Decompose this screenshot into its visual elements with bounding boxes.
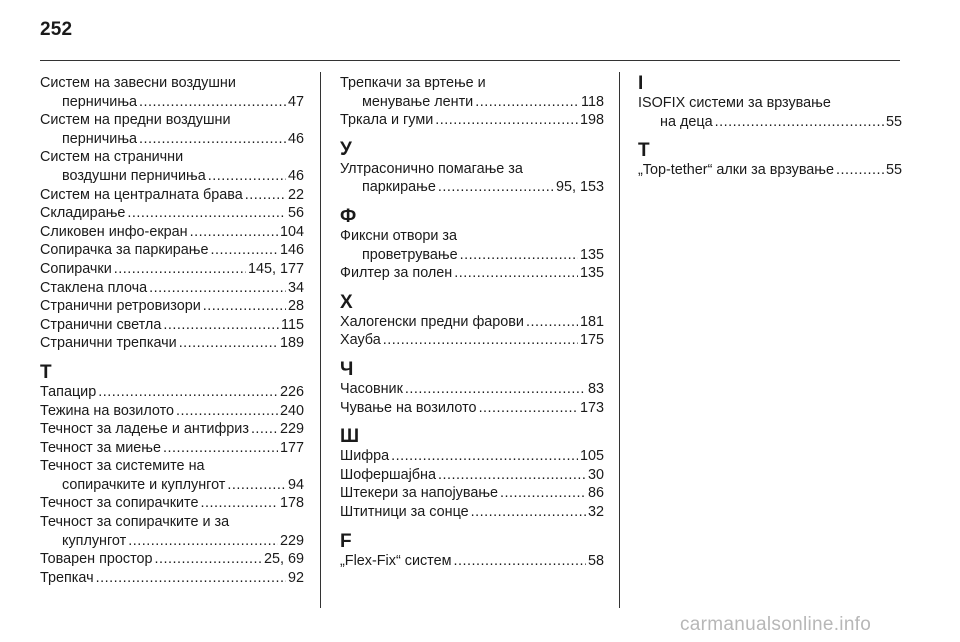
index-entry[interactable] (340, 503, 604, 522)
dot-leader (155, 550, 262, 569)
index-letter-heading: Ч (340, 358, 354, 380)
index-entry-page: 175 (579, 332, 604, 349)
index-entry-page: 181 (579, 313, 604, 330)
index-entry-page: 58 (587, 552, 604, 569)
dot-leader (383, 331, 578, 350)
dot-leader (98, 383, 278, 402)
dot-leader (227, 476, 286, 495)
header-rule (40, 60, 900, 61)
dot-leader (500, 484, 586, 503)
index-entry-term: Шофершајбна (340, 466, 436, 483)
index-entry[interactable] (40, 74, 304, 111)
index-entry-page: 240 (279, 402, 304, 419)
dot-leader (435, 111, 578, 130)
index-entry[interactable] (40, 186, 304, 205)
dot-leader (715, 113, 884, 132)
index-entry-page: 22 (287, 186, 304, 203)
dot-leader (438, 178, 554, 197)
index-entry-term: Тежина на возилото (40, 402, 175, 419)
index-entry-term-continued: на деца (660, 113, 713, 130)
index-entry-term-continued: перничиња (62, 93, 138, 110)
dot-leader (139, 130, 286, 149)
index-entry[interactable] (40, 148, 304, 185)
index-entry-term: Систем на завесни воздушни (40, 75, 236, 91)
index-entry-page: 34 (287, 279, 304, 296)
index-entry-page: 46 (287, 130, 304, 147)
dot-leader (163, 439, 278, 458)
index-entry-page: 229 (279, 532, 304, 549)
index-entry[interactable] (638, 94, 902, 131)
index-letter-heading: F (340, 530, 352, 552)
index-entry[interactable] (40, 513, 304, 550)
index-entry[interactable] (40, 402, 304, 421)
index-entry-term-continued: сопирачките и куплунгот (62, 476, 226, 493)
index-entry[interactable] (40, 420, 304, 439)
dot-leader (201, 494, 278, 513)
index-entry-page: 83 (587, 380, 604, 397)
dot-leader (438, 466, 586, 485)
dot-leader (114, 260, 246, 279)
dot-leader (179, 334, 278, 353)
index-entry-term-continued: куплунгот (62, 532, 127, 549)
index-entry-page: 32 (587, 503, 604, 520)
index-entry-page: 25, 69 (263, 551, 304, 568)
index-entry-term: Чување на возилото (340, 399, 477, 416)
index-entry[interactable] (40, 316, 304, 335)
index-entry-term: ISOFIX системи за врзување (638, 95, 831, 111)
index-entry[interactable] (40, 439, 304, 458)
index-entry-term: Хауба (340, 332, 381, 349)
index-entry-term: Странични ретровизори (40, 298, 201, 315)
index-entry[interactable] (340, 380, 604, 399)
index-entry[interactable] (340, 264, 604, 283)
index-letter-heading: У (340, 138, 352, 160)
index-entry[interactable] (340, 331, 604, 350)
index-entry-term: Штитници за сонце (340, 503, 469, 520)
index-entry-term: Сопирачки (40, 260, 112, 277)
index-entry-page: 173 (579, 399, 604, 416)
index-entry-page: 56 (287, 205, 304, 222)
dot-leader (96, 569, 286, 588)
index-column-2 (340, 74, 604, 570)
index-entry-term-continued: паркирање (362, 179, 436, 196)
index-entry-page: 47 (287, 93, 304, 110)
index-entry[interactable] (340, 74, 604, 111)
index-entry-page: 86 (587, 485, 604, 502)
dot-leader (479, 399, 578, 418)
index-entry-page: 30 (587, 466, 604, 483)
index-entry-term: „Flex-Fix“ систем (340, 552, 452, 569)
index-entry[interactable] (340, 399, 604, 418)
index-entry-term: Тапацир (40, 383, 97, 400)
index-entry-term: Сопирачка за паркирање (40, 242, 209, 259)
index-letter-heading: T (638, 140, 650, 162)
index-entry-term: Шифра (340, 448, 390, 465)
dot-leader (190, 223, 278, 242)
index-entry[interactable] (340, 466, 604, 485)
dot-leader (128, 532, 278, 551)
column-divider (320, 72, 321, 608)
index-entry-term-continued: перничиња (62, 130, 138, 147)
index-entry-term: Странични трепкачи (40, 335, 177, 352)
index-entry-term: Течност за ладење и антифриз (40, 421, 249, 438)
dot-leader (454, 264, 578, 283)
index-entry-page: 92 (287, 569, 304, 586)
index-entry-page: 104 (279, 223, 304, 240)
dot-leader (471, 503, 586, 522)
index-entry[interactable] (40, 279, 304, 298)
dot-leader (475, 93, 579, 112)
index-entry[interactable] (40, 494, 304, 513)
index-letter-heading: Ш (340, 426, 360, 448)
index-entry-term: Течност за системите на (40, 458, 205, 475)
index-entry-page: 135 (579, 246, 604, 263)
index-entry-page: 198 (579, 112, 604, 129)
index-entry-term-continued: воздушни перничиња (62, 167, 206, 184)
index-entry-page: 135 (579, 265, 604, 282)
index-entry-page: 105 (579, 448, 604, 465)
index-entry-term: Фиксни отвори за (340, 227, 458, 244)
index-entry-page: 145, 177 (247, 260, 304, 277)
index-entry-term: Товарен простор (40, 551, 153, 568)
dot-leader (149, 279, 286, 298)
index-entry[interactable] (40, 334, 304, 353)
index-entry-page: 118 (581, 93, 604, 110)
index-entry-page: 46 (287, 167, 304, 184)
index-entry-term: Систем на предни воздушни (40, 112, 231, 129)
dot-leader (391, 447, 578, 466)
index-entry-term: Штекери за напојување (340, 485, 499, 502)
dot-leader (460, 246, 578, 265)
index-entry-term: Стаклена плоча (40, 279, 148, 296)
index-column-1 (40, 74, 304, 587)
index-entry-term: Сликовен инфо-екран (40, 223, 188, 240)
index-entry-page: 94 (287, 476, 304, 493)
index-entry-term: Часовник (340, 380, 403, 397)
index-entry[interactable] (340, 313, 604, 332)
index-entry-term: Систем на централната брава (40, 186, 243, 203)
index-entry[interactable] (40, 569, 304, 588)
index-entry-term-continued: менување ленти (362, 93, 474, 110)
index-entry-page: 115 (281, 316, 304, 333)
index-entry-term: Филтер за полен (340, 265, 453, 282)
index-entry-page: 229 (279, 421, 304, 438)
index-entry[interactable] (40, 457, 304, 494)
index-entry-page: 95, 153 (555, 179, 604, 196)
dot-leader (526, 313, 578, 332)
index-entry[interactable] (40, 260, 304, 279)
index-entry[interactable] (40, 383, 304, 402)
index-entry-term: Халогенски предни фарови (340, 313, 524, 330)
index-entry-page: 178 (279, 495, 304, 512)
index-entry[interactable] (40, 297, 304, 316)
index-entry-page: 55 (885, 162, 902, 179)
index-entry[interactable] (40, 111, 304, 148)
dot-leader (210, 241, 278, 260)
index-letter-heading: Х (340, 291, 353, 313)
watermark: carmanualsonline.info (680, 614, 872, 635)
index-entry[interactable] (40, 204, 304, 223)
dot-leader (208, 167, 286, 186)
index-entry-page: 177 (279, 439, 304, 456)
dot-leader (139, 93, 286, 112)
index-entry-term: Систем на странични (40, 149, 184, 166)
index-entry[interactable] (340, 160, 604, 197)
index-column-3 (638, 74, 902, 180)
index-entry-page: 189 (279, 335, 304, 352)
index-entry-page: 226 (279, 383, 304, 400)
dot-leader (245, 186, 286, 205)
index-entry[interactable] (340, 227, 604, 264)
dot-leader (203, 297, 286, 316)
index-entry-term: Течност за сопирачките и за (40, 514, 230, 531)
index-entry[interactable] (340, 552, 604, 571)
index-entry-term: „Top-tether“ алки за врзување (638, 162, 835, 179)
index-entry-term: Течност за сопирачките (40, 495, 199, 512)
page-number: 252 (40, 19, 73, 40)
index-entry-term: Складирање (40, 205, 126, 222)
index-entry-term: Тркала и гуми (340, 112, 434, 129)
dot-leader (405, 380, 586, 399)
index-entry-page: 28 (287, 298, 304, 315)
dot-leader (251, 420, 278, 439)
dot-leader (163, 316, 279, 335)
index-entry[interactable] (40, 223, 304, 242)
index-letter-heading: I (638, 73, 644, 94)
index-entry-term: Странични светла (40, 316, 162, 333)
index-entry-term: Ултрасонично помагање за (340, 160, 523, 177)
index-entry[interactable] (40, 550, 304, 569)
index-entry[interactable] (638, 161, 902, 180)
dot-leader (454, 552, 586, 571)
index-entry-term: Течност за миење (40, 439, 161, 456)
index-letter-heading: Т (40, 361, 52, 383)
dot-leader (176, 402, 278, 421)
index-entry-term: Трепкачи за вртење и (340, 75, 486, 91)
index-entry[interactable] (40, 241, 304, 260)
index-entry-page: 146 (279, 242, 304, 259)
index-letter-heading: Ф (340, 205, 357, 227)
index-entry-page: 55 (885, 113, 902, 130)
column-divider (619, 72, 620, 608)
index-entry-term-continued: проветрување (362, 246, 458, 263)
index-entry[interactable] (340, 447, 604, 466)
index-entry[interactable] (340, 111, 604, 130)
dot-leader (127, 204, 286, 223)
index-entry[interactable] (340, 484, 604, 503)
index-entry-term: Трепкач (40, 569, 94, 586)
dot-leader (836, 161, 884, 180)
